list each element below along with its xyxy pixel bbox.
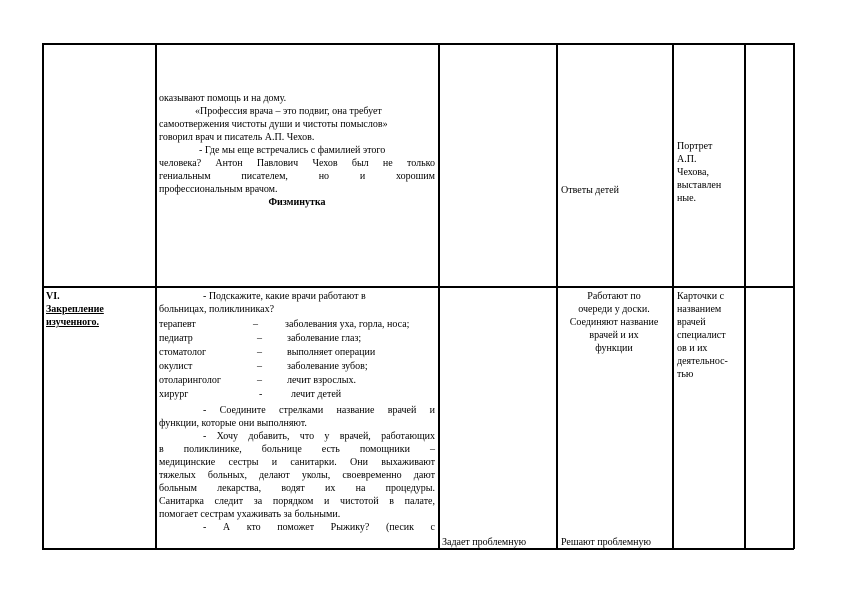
table-border-top <box>42 43 794 45</box>
dash: – <box>257 361 262 372</box>
doctor-name: отоларинголог <box>159 375 221 386</box>
text-line: ов и их <box>677 343 708 354</box>
text-line: гениальным писателем, но и хорошим <box>159 171 435 182</box>
table-divider-col4 <box>672 43 674 549</box>
text-line: врачей <box>677 317 706 328</box>
doctor-name: педиатр <box>159 333 193 344</box>
stage-title: изученного. <box>46 317 99 328</box>
dash: – <box>253 319 258 330</box>
doctor-name: терапевт <box>159 319 196 330</box>
text-line: человека? Антон Павлович Чехов был не только <box>159 158 435 169</box>
row2-students-action <box>558 290 670 355</box>
row2-task-text <box>159 404 435 534</box>
doctor-function: лечит детей <box>291 389 342 400</box>
text-line: тью <box>677 369 694 380</box>
row2-materials <box>677 290 743 381</box>
text-line: деятельнос- <box>677 356 728 367</box>
text-line: - Где мы еще встречались с фамилией этого <box>199 145 386 156</box>
table-border-left <box>42 43 44 549</box>
text-line: - А кто поможет Рыжику? (песик с <box>203 522 435 533</box>
dash: – <box>257 333 262 344</box>
text-line: - Хочу добавить, что у врачей, работающих <box>203 431 435 442</box>
row2-teacher-action: Задает проблемную <box>442 537 527 548</box>
text-line: говорил врач и писатель А.П. Чехов. <box>159 132 315 143</box>
text-line: Портрет <box>677 141 713 152</box>
table-border-right <box>793 43 795 549</box>
text-line: медицинские сестры и санитарки. Они выхаживают <box>159 457 435 468</box>
text-line: оказывают помощь и на дому. <box>159 93 287 104</box>
doctor-name: хирург <box>159 389 189 400</box>
doctor-function: заболевания уха, горла, носа; <box>285 319 410 330</box>
doctor-name: стоматолог <box>159 347 207 358</box>
text-line: Чехова, <box>677 167 709 178</box>
dash: – <box>257 347 262 358</box>
row2-stage <box>46 290 154 329</box>
text-line: Соединяют название <box>569 317 659 328</box>
row1-children-answers: Ответы детей <box>561 185 619 196</box>
doctor-name: окулист <box>159 361 193 372</box>
text-line: специалист <box>677 330 726 341</box>
text-line: больницах, поликлиниках? <box>159 304 275 315</box>
text-line: названием <box>677 304 722 315</box>
text-line: Санитарка следит за порядком и чистотой в палате, <box>159 496 435 507</box>
doctor-function: заболевание глаз; <box>287 333 362 344</box>
row2-intro <box>159 290 435 316</box>
table-divider-col5 <box>744 43 746 549</box>
text-line: ные. <box>677 193 697 204</box>
text-line: тяжелых больных, делают уколы, своевременно дают <box>159 470 435 481</box>
text-line: врачей и их <box>589 330 639 341</box>
dash: – <box>257 375 262 386</box>
text-line: помогает сестрам ухаживать за больными. <box>159 509 341 520</box>
text-line: функции <box>595 343 633 354</box>
text-line: «Профессия врача – это подвиг, она требует <box>195 106 382 117</box>
text-line: выставлен <box>677 180 722 191</box>
text-line: - Подскажите, какие врачи работают в <box>203 291 366 302</box>
text-line: Карточки с <box>677 291 725 302</box>
doctor-function: выполняет операции <box>287 347 376 358</box>
text-line: очереди у доски. <box>578 304 650 315</box>
dash: - <box>259 389 263 400</box>
table-divider-col2 <box>438 43 440 549</box>
text-line: больным лекарства, водят их на процедуры. <box>159 483 435 494</box>
text-line: Работают по <box>587 291 641 302</box>
doctor-function: заболевание зубов; <box>287 361 368 372</box>
stage-title: Закрепление <box>46 304 104 315</box>
table-row-divider <box>42 286 794 288</box>
text-line: в поликлинике, больнице есть помощники – <box>159 444 435 455</box>
row1-lesson-text <box>159 92 435 209</box>
row1-materials <box>677 140 743 205</box>
text-line: функции, которые они выполняют. <box>159 418 307 429</box>
row2-students-problem: Решают проблемную <box>561 537 651 548</box>
table-border-bottom <box>42 548 794 550</box>
fizminutka-heading: Физминутка <box>268 197 326 208</box>
text-line: - Соедините стрелками название врачей и <box>203 405 435 416</box>
text-line: А.П. <box>677 154 697 165</box>
text-line: профессиональным врачом. <box>159 184 278 195</box>
stage-number: VI. <box>46 291 60 302</box>
table-divider-col1 <box>155 43 157 549</box>
doctor-function: лечит взрослых. <box>287 375 356 386</box>
text-line: самоотвержения чистоты души и чистоты помыслов» <box>159 119 388 130</box>
